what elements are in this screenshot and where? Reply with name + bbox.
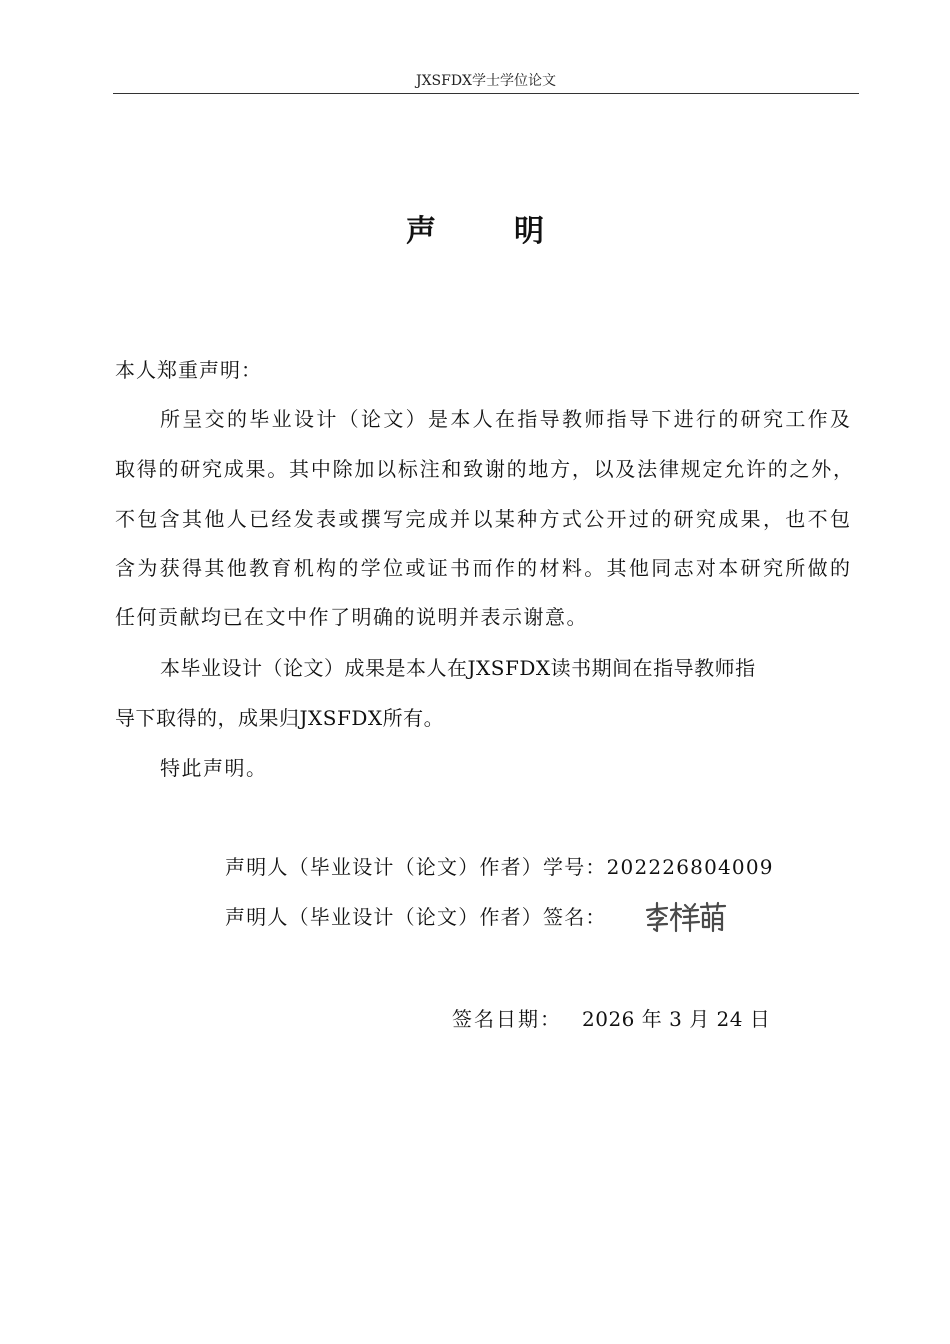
paragraph1-line-4: 含为获得其他教育机构的学位或证书而作的材料。其他同志对本研究所做的: [115, 556, 850, 580]
student-id-line: 声明人（毕业设计（论文）作者）学号：202226804009: [225, 855, 774, 879]
page-title: [0, 210, 950, 254]
intro-line: 本人郑重声明：: [115, 358, 262, 382]
date-label: 签名日期：: [452, 1007, 562, 1031]
date-value: 2026 年 3 月 24 日: [582, 1007, 771, 1031]
header-divider: [113, 93, 859, 94]
title-char-2: 明: [514, 214, 544, 249]
paragraph1-line-2: 取得的研究成果。其中除加以标注和致谢的地方，以及法律规定允许的之外，: [115, 457, 853, 481]
paragraph2-line-2: 导下取得的，成果归JXSFDX所有。: [115, 706, 445, 730]
closing-line: 特此声明。: [160, 756, 268, 780]
handwritten-signature: [643, 900, 727, 934]
title-char-1: 声: [406, 214, 436, 249]
page-header: JXSFDX学士学位论文: [415, 73, 557, 89]
paragraph1-line-5: 任何贡献均已在文中作了明确的说明并表示谢意。: [115, 605, 588, 629]
paragraph1-line-3: 不包含其他人已经发表或撰写完成并以某种方式公开过的研究成果，也不包: [115, 507, 850, 531]
paragraph1-line-1: 所呈交的毕业设计（论文）是本人在指导教师指导下进行的研究工作及: [160, 407, 850, 431]
paragraph2-line-1: 本毕业设计（论文）成果是本人在JXSFDX读书期间在指导教师指: [160, 656, 756, 680]
signature-label: 声明人（毕业设计（论文）作者）签名：: [225, 905, 607, 929]
